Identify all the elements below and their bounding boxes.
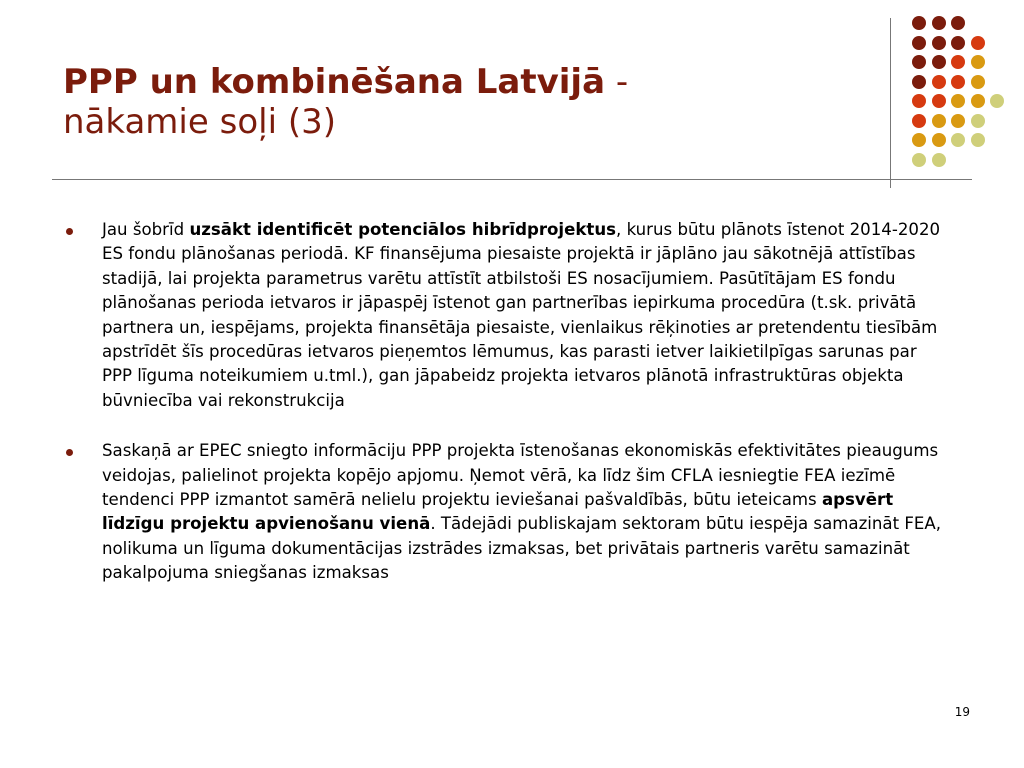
decorative-dot: [932, 55, 946, 69]
decorative-dot: [932, 94, 946, 108]
decorative-dot: [951, 75, 965, 89]
decorative-dot: [932, 16, 946, 30]
decorative-dot: [912, 114, 926, 128]
decorative-dot: [971, 36, 985, 50]
slide-title-main: PPP un kombinēšana Latvijā: [63, 62, 606, 102]
slide-title-separator: -: [605, 62, 629, 102]
decorative-dot-grid: [0, 0, 1024, 200]
decorative-dot: [912, 55, 926, 69]
decorative-dot: [932, 114, 946, 128]
decorative-dot: [951, 94, 965, 108]
decorative-dot: [951, 114, 965, 128]
bullet-text: [102, 218, 944, 413]
horizontal-divider: [52, 179, 972, 180]
decorative-dot: [971, 94, 985, 108]
decorative-dot: [912, 75, 926, 89]
bullet-text-emphasis: uzsākt identificēt potenciālos hibrīdprojektus: [189, 220, 617, 239]
decorative-dot: [990, 94, 1004, 108]
decorative-dot: [951, 16, 965, 30]
decorative-dot: [932, 36, 946, 50]
decorative-dot: [912, 133, 926, 147]
bullet-dot-icon: [66, 228, 73, 235]
bullet-text-emphasis: apsvērt līdzīgu projektu apvienošanu vienā: [102, 490, 894, 534]
decorative-dot: [971, 55, 985, 69]
decorative-dot: [932, 133, 946, 147]
bullet-item: [64, 218, 944, 413]
decorative-dot: [932, 75, 946, 89]
decorative-dot: [912, 94, 926, 108]
page-number: 19: [954, 705, 970, 719]
bullet-list: [64, 218, 944, 612]
bullet-text-run: . Tādejādi publiskajam sektoram būtu iespēja samazināt FEA, nolikuma un līguma dokumentācijas izstrādes izmaksas, bet privātais partneris varētu samazināt pakalpojuma sniegšanas izmaksas: [102, 514, 942, 583]
decorative-dot: [951, 133, 965, 147]
bullet-text-run: Saskaņā ar EPEC sniegto informāciju PPP projekta īstenošanas ekonomiskās efektivitātes pieaugums veidojas, palielinot projekta kopējo apjomu. Ņemot vērā, ka līdz šim CFLA iesniegtie FEA iezīmē tendenci PPP izmantot samērā nelielu projektu ieviešanai pašvaldībās, būtu ieteicams: [102, 441, 939, 510]
vertical-divider: [890, 18, 891, 188]
decorative-dot: [971, 114, 985, 128]
decorative-dot: [912, 36, 926, 50]
slide-title-subtitle: nākamie soļi (3): [63, 102, 336, 142]
decorative-dot: [932, 153, 946, 167]
bullet-text-run: Jau šobrīd: [102, 220, 190, 239]
decorative-dot: [971, 133, 985, 147]
bullet-item: [64, 439, 944, 585]
decorative-dot: [951, 36, 965, 50]
bullet-text-run: , kurus būtu plānots īstenot 2014-2020 ES fondu plānošanas periodā. KF finansējuma piesaiste projektā ir jāplāno jau sākotnējā attīstības stadijā, lai projekta parametrus varētu attīstīt atbilstoši ES nosacījumiem. Pasūtītājam ES fondu plānošanas perioda ietvaros ir jāpaspēj īstenot gan partnerības iepirkuma procedūra (t.sk. privātā partnera un, iespējams, projekta finansētāja piesaiste, vienlaikus rēķinoties ar pretendentu tiesībām apstrīdēt šīs procedūras ietvaros pieņemtos lēmumus, kas parasti ietver laikietilpīgas sarunas par PPP līguma noteikumiem u.tml.), gan jāpabeidz projekta ietvaros plānotā infrastruktūras objekta būvniecība vai rekonstrukcija: [102, 220, 941, 410]
decorative-dot: [951, 55, 965, 69]
decorative-dot: [971, 75, 985, 89]
bullet-dot-icon: [66, 449, 73, 456]
bullet-text: [102, 439, 944, 585]
decorative-dot: [912, 153, 926, 167]
decorative-dot: [912, 16, 926, 30]
